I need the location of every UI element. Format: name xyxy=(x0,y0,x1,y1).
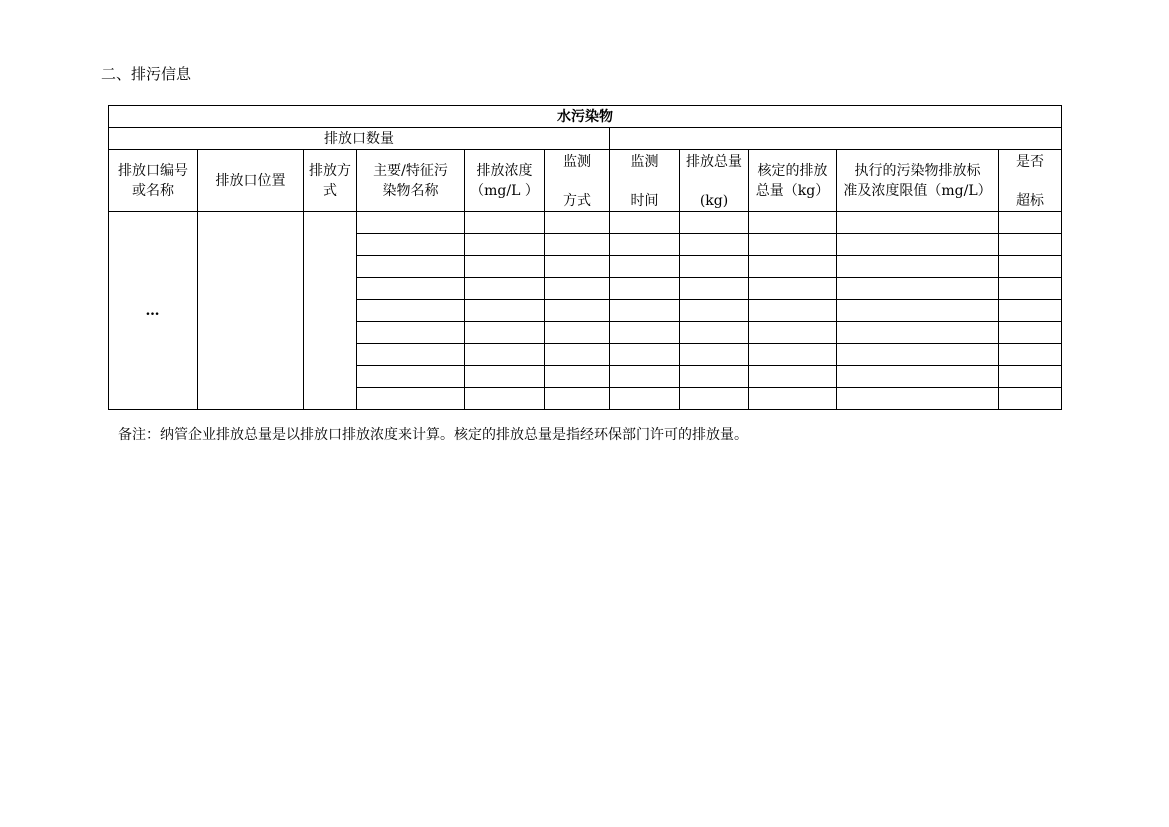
table-cell xyxy=(837,322,999,344)
table-cell xyxy=(610,256,680,278)
table-cell xyxy=(749,388,837,410)
table-cell xyxy=(749,212,837,234)
table-cell xyxy=(545,234,610,256)
table-cell xyxy=(680,388,749,410)
table-cell xyxy=(357,322,465,344)
table-cell xyxy=(465,344,545,366)
header-standard: 执行的污染物排放标 准及浓度限值（mg/L） xyxy=(837,150,999,212)
table-cell xyxy=(545,344,610,366)
outlet-count-label: 排放口数量 xyxy=(109,128,610,150)
water-pollutant-table xyxy=(108,105,1062,410)
table-cell xyxy=(610,234,680,256)
table-cell xyxy=(465,366,545,388)
table-cell xyxy=(999,212,1062,234)
header-concentration: 排放浓度 （mg/L ） xyxy=(465,150,545,212)
table-title: 水污染物 xyxy=(109,106,1062,128)
table-cell xyxy=(749,234,837,256)
header-monitoring-method: 监测 方式 xyxy=(545,150,610,212)
table-cell xyxy=(999,344,1062,366)
table-cell xyxy=(999,234,1062,256)
table-cell xyxy=(749,344,837,366)
table-cell xyxy=(357,300,465,322)
header-exceeded: 是否 超标 xyxy=(999,150,1062,212)
table-cell xyxy=(680,300,749,322)
table-cell xyxy=(999,322,1062,344)
table-cell xyxy=(837,234,999,256)
table-cell xyxy=(545,366,610,388)
table-cell xyxy=(837,300,999,322)
table-cell xyxy=(999,366,1062,388)
table-cell xyxy=(837,256,999,278)
table-cell xyxy=(680,344,749,366)
header-pollutant-name: 主要/特征污 染物名称 xyxy=(357,150,465,212)
table-cell xyxy=(837,366,999,388)
table-cell xyxy=(999,256,1062,278)
table-cell xyxy=(357,344,465,366)
table-cell xyxy=(465,212,545,234)
table-cell xyxy=(610,278,680,300)
table-cell xyxy=(837,344,999,366)
table-cell xyxy=(465,388,545,410)
table-cell xyxy=(610,212,680,234)
outlet-location-cell xyxy=(198,212,304,410)
table-cell xyxy=(465,256,545,278)
table-cell xyxy=(680,322,749,344)
table-cell xyxy=(610,344,680,366)
header-discharge-method: 排放方 式 xyxy=(304,150,357,212)
table-cell xyxy=(545,256,610,278)
table-cell xyxy=(999,278,1062,300)
table-cell xyxy=(749,300,837,322)
table-note: 备注：纳管企业排放总量是以排放口排放浓度来计算。核定的排放总量是指经环保部门许可的排放量。 xyxy=(118,427,748,443)
table-cell xyxy=(545,212,610,234)
table-cell xyxy=(749,322,837,344)
table-cell xyxy=(545,300,610,322)
table-cell xyxy=(749,366,837,388)
table-cell xyxy=(749,278,837,300)
table-cell xyxy=(545,388,610,410)
table-cell xyxy=(357,256,465,278)
table-cell xyxy=(357,278,465,300)
header-total-discharge: 排放总量 (kg) xyxy=(680,150,749,212)
table-cell xyxy=(357,234,465,256)
table-cell xyxy=(680,256,749,278)
table-cell xyxy=(357,388,465,410)
outlet-id-cell: … xyxy=(109,212,198,410)
table-cell xyxy=(357,212,465,234)
table-cell xyxy=(837,388,999,410)
table-cell xyxy=(680,278,749,300)
table-cell xyxy=(610,366,680,388)
table-cell xyxy=(999,300,1062,322)
section-title: 二、排污信息 xyxy=(101,65,192,83)
table-cell xyxy=(680,212,749,234)
header-approved-total: 核定的排放 总量（kg） xyxy=(749,150,837,212)
table-cell xyxy=(610,300,680,322)
header-monitoring-time: 监测 时间 xyxy=(610,150,680,212)
header-outlet-id: 排放口编号 或名称 xyxy=(109,150,198,212)
table-cell xyxy=(465,278,545,300)
table-cell xyxy=(545,322,610,344)
table-cell xyxy=(465,234,545,256)
table-cell xyxy=(610,322,680,344)
table-cell xyxy=(837,212,999,234)
table-cell xyxy=(680,234,749,256)
table-cell xyxy=(999,388,1062,410)
table-cell xyxy=(749,256,837,278)
outlet-count-value xyxy=(610,128,1062,150)
table-cell xyxy=(545,278,610,300)
table-cell xyxy=(357,366,465,388)
table-cell xyxy=(465,300,545,322)
table-cell xyxy=(680,366,749,388)
discharge-method-cell xyxy=(304,212,357,410)
header-outlet-location: 排放口位置 xyxy=(198,150,304,212)
table-cell xyxy=(610,388,680,410)
table-cell xyxy=(465,322,545,344)
table-cell xyxy=(837,278,999,300)
